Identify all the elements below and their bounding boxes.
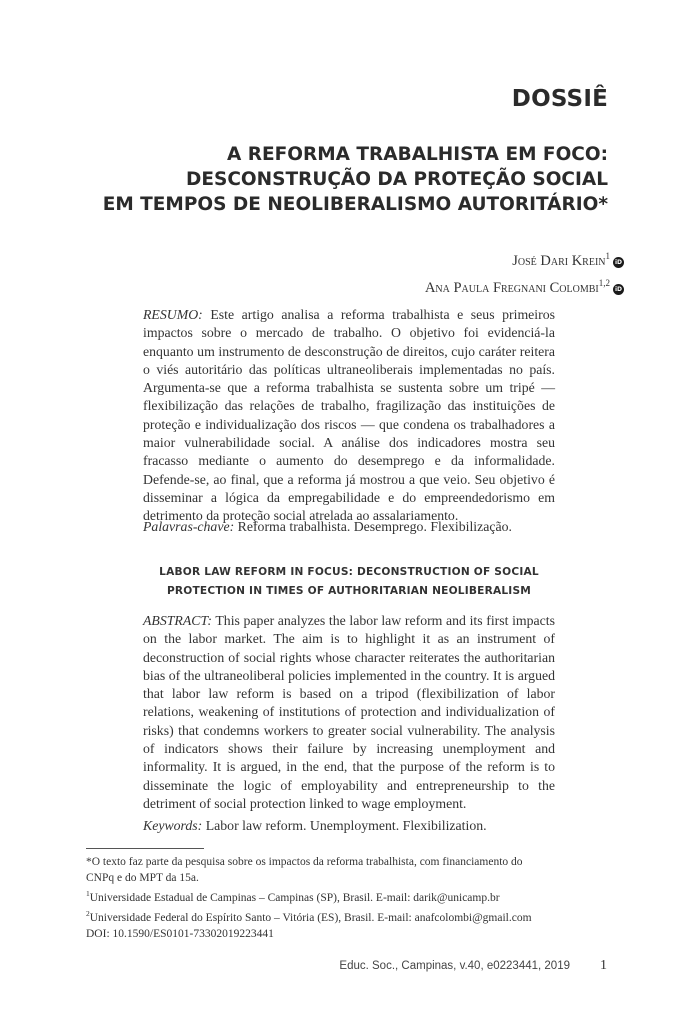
author-name: José Dari Krein [512,252,606,269]
article-title [48,142,608,217]
author-list [425,245,624,299]
footnote-divider [86,848,204,849]
footnote-2 [86,906,596,926]
keywords-text: Labor law reform. Unemployment. Flexibilization. [205,818,487,833]
resumo-label: RESUMO: [143,307,203,322]
abstract-label: ABSTRACT: [143,613,212,628]
english-title-line: PROTECTION IN TIMES OF AUTHORITARIAN NEOLIBERALISM [166,585,532,597]
resumo [143,306,555,526]
footnotes [86,854,596,942]
footnote-mark: * [86,856,92,868]
footnote-star [86,854,596,870]
english-title-line: LABOR LAW REFORM IN FOCUS: DECONSTRUCTION OF SOCIAL [159,566,539,578]
section-label: DOSSIÊ [511,86,608,112]
abstract [143,612,555,813]
orcid-icon[interactable]: iD [614,285,623,293]
author-affiliation: 1,2 [598,277,610,288]
keywords [143,818,555,834]
footnote-text: O texto faz parte da pesquisa sobre os impactos da reforma trabalhista, com financiamento do [91,856,523,868]
abstract-text: This paper analyzes the labor law reform and its first impacts on the labor market. The aim is to highlight it as an instrument of deconstruction of social rights whose character reiterates the authoritarian bias of the ultraneoliberal policies implemented in the country. It is argued that labor law reform is based on a tripod (flexibilization of labor relations, weakening of institutions of protection and individualization of risks) that condemns workers to greater social vulnerability. The analysis of indicators shows their failure by increasing unemployment and informality. It is argued, in the end, that the purpose of the reform is to disseminate the logic of employability and entrepreneurship to the detriment of social protection linked to wage employment. [143,613,555,811]
keywords-label: Keywords: [143,818,203,833]
english-title [143,563,555,601]
author-affiliation: 1 [605,251,610,261]
palavras-chave-label: Palavras-chave: [143,519,235,534]
author [425,272,624,299]
footnote-mark: 2 [86,908,90,918]
orcid-icon[interactable]: iD [614,258,623,266]
doi-link[interactable]: DOI: 10.1590/ES0101-73302019223441 [86,927,274,940]
footnote-text: Universidade Estadual de Campinas – Campinas (SP), Brasil. E-mail: darik@unicamp.br [89,891,500,904]
footnote-mark: 1 [86,889,90,898]
footnote-1 [86,886,596,906]
title-line: EM TEMPOS DE NEOLIBERALISMO AUTORITÁRIO* [102,194,608,215]
palavras-chave [143,519,555,535]
title-line: DESCONSTRUÇÃO DA PROTEÇÃO SOCIAL [186,169,608,190]
palavras-chave-text: Reforma trabalhista. Desemprego. Flexibilização. [237,519,512,534]
journal-citation: Educ. Soc., Campinas, v.40, e0223441, 2019 [339,960,570,972]
footnote-star-cont: CNPq e do MPT da 15a. [86,872,199,884]
footnote-text: Universidade Federal do Espírito Santo – Vitória (ES), Brasil. E-mail: anafcolombi@gmail.com [89,911,532,924]
author [425,245,624,272]
title-line: A REFORMA TRABALHISTA EM FOCO: [227,144,608,165]
resumo-text: Este artigo analisa a reforma trabalhista e seus primeiros impactos sobre o mercado de trabalho. O objetivo foi evidenciá-la enquanto um instrumento de desconstrução de direitos, cujo caráter reitera o viés autoritário das políticas ultraneoliberais implementadas no país. Argumenta-se que a reforma trabalhista se sustenta sobre um tripé — flexibilização das relações de trabalho, fragilização das instituições de proteção e individualização dos riscos — que condena os trabalhadores a maior vulnerabilidade social. A análise dos indicadores mostra seu fracasso mediante o aumento do desemprego e da informalidade. Defende-se, ao final, que a reforma já mostrou a que veio. Seu objetivo é disseminar a lógica da empregabilidade e do empreendedorismo em detrimento da proteção social atrelada ao assalariamento. [143,307,555,524]
page-number: 1 [600,958,607,973]
author-name: Ana Paula Fregnani Colombi [424,279,599,296]
